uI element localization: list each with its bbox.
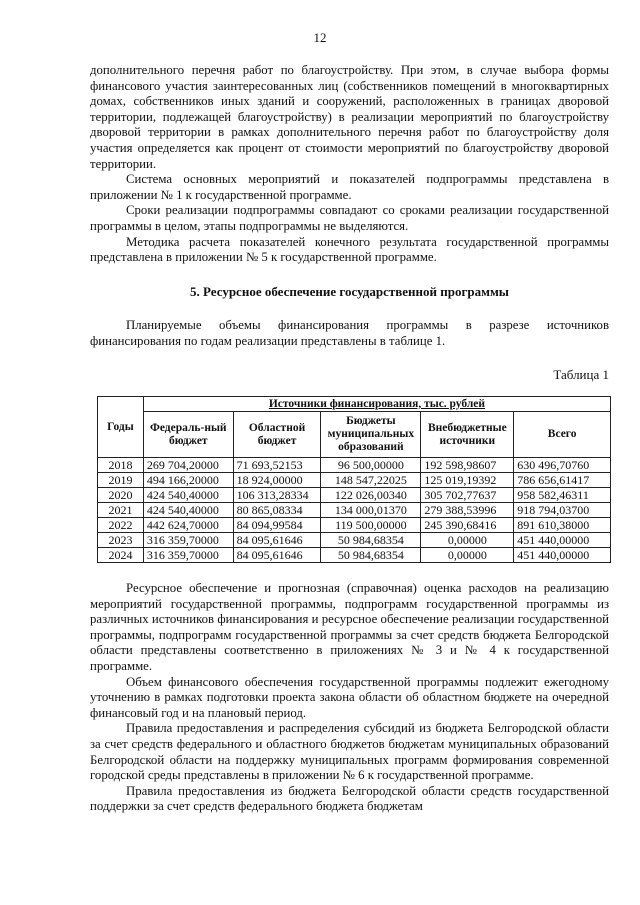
cell-regional: 106 313,28334 xyxy=(233,488,321,503)
cell-extra: 0,00000 xyxy=(421,533,514,548)
cell-federal: 442 624,70000 xyxy=(143,518,233,533)
cell-regional: 80 865,08334 xyxy=(233,503,321,518)
table-row xyxy=(98,503,611,518)
page-number: 12 xyxy=(313,30,327,45)
table-row xyxy=(98,458,611,473)
paragraph: Методика расчета показателей конечного результата государственной программы представлена в приложении № 5 к государственной программе. xyxy=(90,234,609,265)
financing-table xyxy=(97,396,611,563)
table-row xyxy=(98,548,611,563)
cell-federal: 424 540,40000 xyxy=(143,503,233,518)
cell-regional: 71 693,52153 xyxy=(233,458,321,473)
header-sources: Источники финансирования, тыс. рублей xyxy=(143,397,610,412)
cell-extra: 305 702,77637 xyxy=(421,488,514,503)
header-extra: Внебюджетные источники xyxy=(421,412,514,458)
cell-year: 2024 xyxy=(98,548,144,563)
cell-year: 2023 xyxy=(98,533,144,548)
header-municipal: Бюджеты муниципальных образований xyxy=(321,412,421,458)
intro-text xyxy=(90,63,609,266)
cell-federal: 424 540,40000 xyxy=(143,488,233,503)
paragraph: Правила предоставления из бюджета Белгородской области средств государственной поддержки за счет средств федерального бюджета бюджетам xyxy=(90,783,609,814)
paragraph: Система основных мероприятий и показателей подпрограммы представлена в приложении № 1 к государственной программе. xyxy=(90,172,609,202)
cell-municipal: 134 000,01370 xyxy=(321,503,421,518)
header-total: Всего xyxy=(514,412,611,458)
cell-year: 2018 xyxy=(98,458,144,473)
cell-municipal: 148 547,22025 xyxy=(321,473,421,488)
cell-federal: 269 704,20000 xyxy=(143,458,233,473)
cell-total: 451 440,00000 xyxy=(514,548,611,563)
cell-federal: 316 359,70000 xyxy=(143,548,233,563)
cell-regional: 18 924,00000 xyxy=(233,473,321,488)
cell-extra: 125 019,19392 xyxy=(421,473,514,488)
cell-regional: 84 095,61646 xyxy=(233,533,321,548)
cell-extra: 192 598,98607 xyxy=(421,458,514,473)
cell-extra: 279 388,53996 xyxy=(421,503,514,518)
paragraph: дополнительного перечня работ по благоустройству. При этом, в случае выбора формы финансового участия заинтересованных лиц (собственников помещений в многоквартирных домах, собственников иных зданий и сооружений, расположенных в границах дворовой территории, подлежащей благоустройству) в реализации мероприятий по благоустройству дворовой территории в рамках дополнительного перечня работ по благоустройству доля участия определяется как процент от стоимости мероприятий по благоустройству дворовой территории. xyxy=(90,63,609,171)
section-heading: 5. Ресурсное обеспечение государственной программы xyxy=(190,284,509,299)
table-label: Таблица 1 xyxy=(553,367,609,382)
cell-total: 786 656,61417 xyxy=(514,473,611,488)
table-row xyxy=(98,533,611,548)
paragraph: Объем финансового обеспечения государственной программы подлежит ежегодному уточнению в рамках подготовки проекта закона области об областном бюджете на очередной финансовый год и на плановый период. xyxy=(90,674,609,720)
table-row xyxy=(98,473,611,488)
cell-extra: 0,00000 xyxy=(421,548,514,563)
cell-total: 918 794,03700 xyxy=(514,503,611,518)
cell-year: 2019 xyxy=(98,473,144,488)
cell-year: 2020 xyxy=(98,488,144,503)
cell-municipal: 119 500,00000 xyxy=(321,518,421,533)
header-federal: Федераль-ный бюджет xyxy=(143,412,233,458)
cell-total: 891 610,38000 xyxy=(514,518,611,533)
paragraph: Ресурсное обеспечение и прогнозная (справочная) оценка расходов на реализацию мероприятий государственной программы, подпрограмм государственной программы из различных источников финансирования и ресурсное обеспечение реализации государственной программы, подпрограмм государственной программы за счет средств бюджета Белгородской области представлены соответственно в приложениях № 3 и № 4 к государственной программе. xyxy=(90,581,609,673)
cell-federal: 494 166,20000 xyxy=(143,473,233,488)
section-intro xyxy=(90,318,609,349)
cell-extra: 245 390,68416 xyxy=(421,518,514,533)
table-row xyxy=(98,518,611,533)
cell-regional: 84 095,61646 xyxy=(233,548,321,563)
cell-regional: 84 094,99584 xyxy=(233,518,321,533)
table-row xyxy=(98,488,611,503)
cell-total: 958 582,46311 xyxy=(514,488,611,503)
cell-municipal: 96 500,00000 xyxy=(321,458,421,473)
paragraph: Планируемые объемы финансирования программы в разрезе источников финансирования по годам реализации представлены в таблице 1. xyxy=(90,318,609,348)
cell-total: 451 440,00000 xyxy=(514,533,611,548)
header-regional: Областной бюджет xyxy=(233,412,321,458)
cell-year: 2022 xyxy=(98,518,144,533)
header-years: Годы xyxy=(98,397,144,458)
paragraph: Правила предоставления и распределения субсидий из бюджета Белгородской области за счет средств федерального и областного бюджетов бюджетам муниципальных образований Белгородской области на поддержку муниципальных программ формирования современной городской среды представлены в приложении № 6 к государственной программе. xyxy=(90,721,609,783)
cell-federal: 316 359,70000 xyxy=(143,533,233,548)
cell-total: 630 496,70760 xyxy=(514,458,611,473)
cell-year: 2021 xyxy=(98,503,144,518)
cell-municipal: 122 026,00340 xyxy=(321,488,421,503)
cell-municipal: 50 984,68354 xyxy=(321,533,421,548)
paragraph: Сроки реализации подпрограммы совпадают со сроками реализации государственной программы в целом, этапы подпрограммы не выделяются. xyxy=(90,203,609,233)
after-table-text xyxy=(90,581,609,815)
cell-municipal: 50 984,68354 xyxy=(321,548,421,563)
